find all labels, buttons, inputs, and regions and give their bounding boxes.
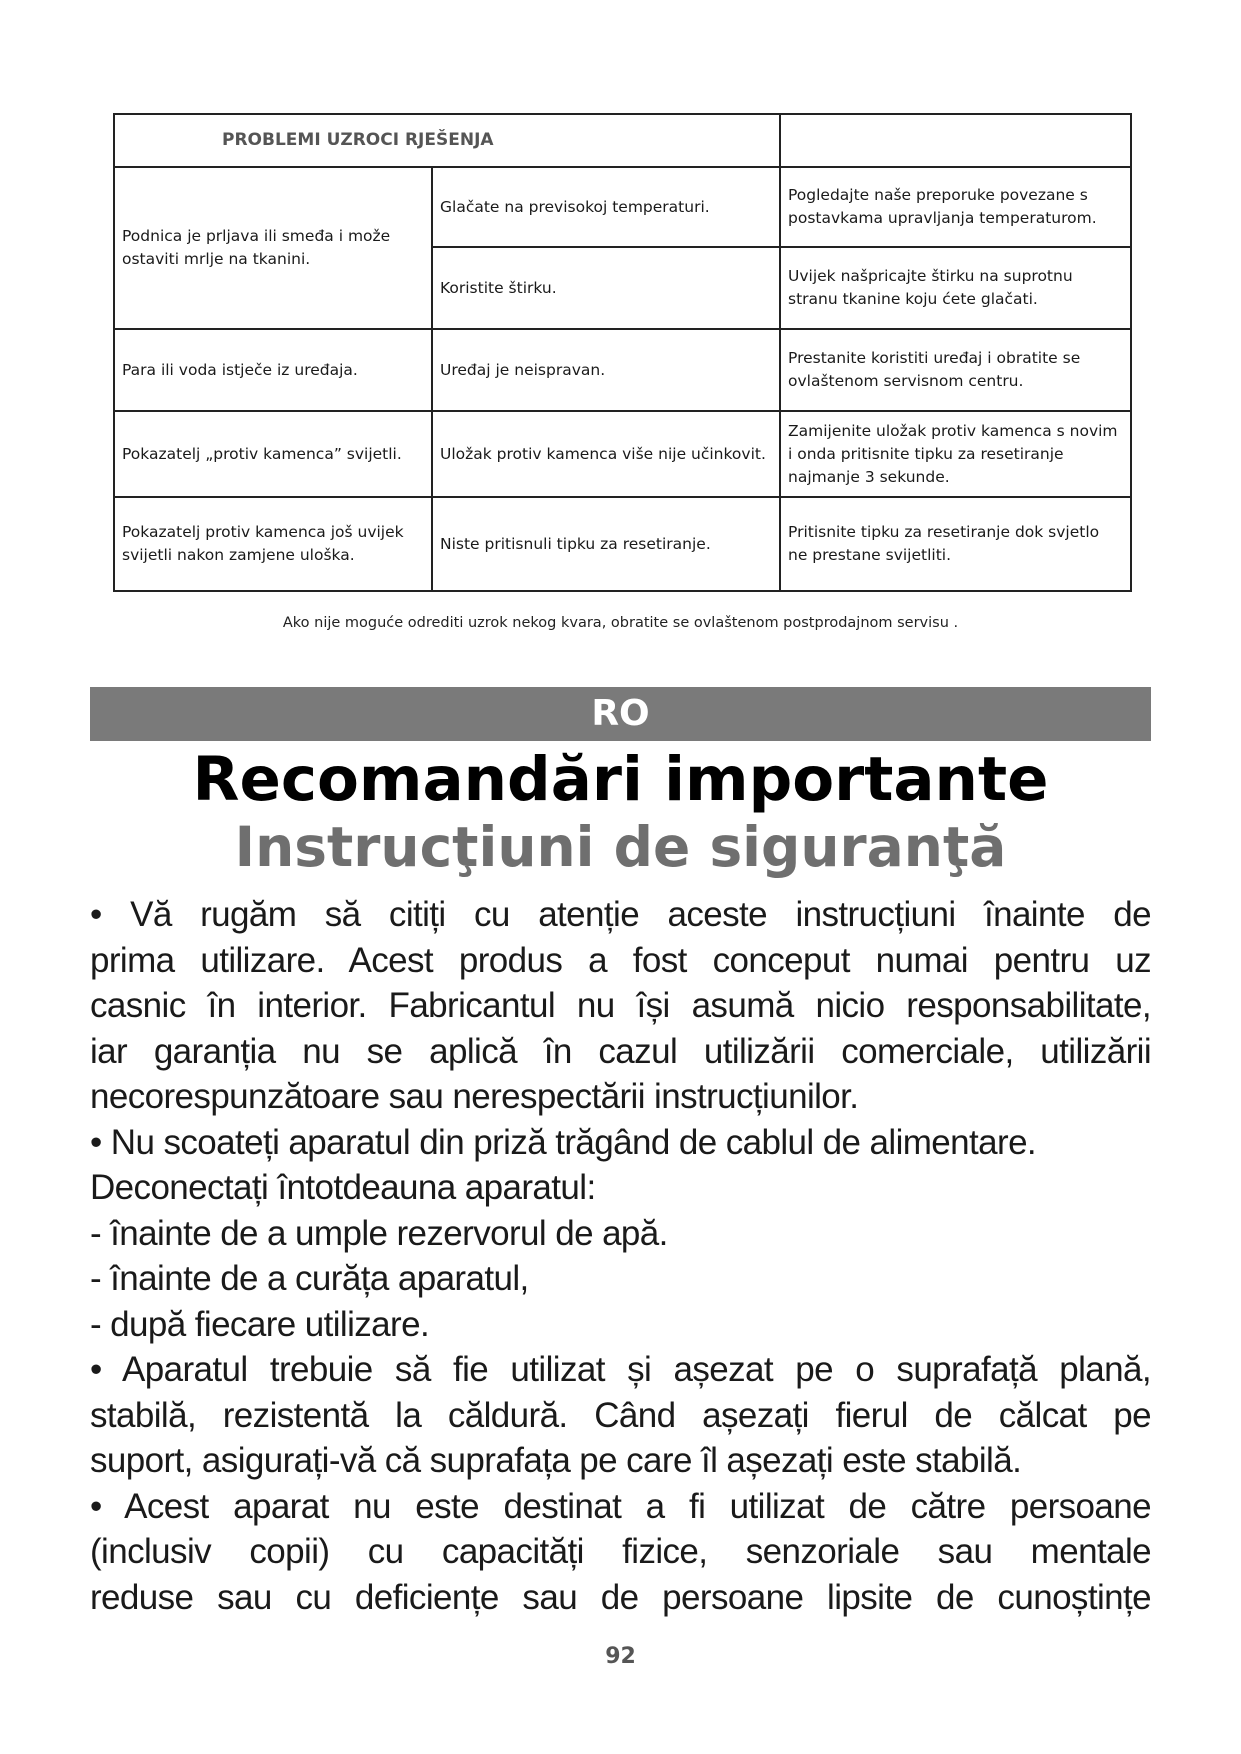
paragraph-line: (inclusiv copii) cu capacități fizice, senzoriale sau mentale xyxy=(90,1532,1151,1571)
page-title: Recomandări importante xyxy=(192,744,1049,815)
problem-cell: Pokazatelj „protiv kamenca” svijetli. xyxy=(114,411,432,497)
language-banner: RO xyxy=(90,687,1151,741)
troubleshooting-table xyxy=(113,113,1132,592)
solution-cell: Pogledajte naše preporuke povezane s postavkama upravljanja temperaturom. xyxy=(780,167,1131,247)
paragraph-line: • Nu scoateți aparatul din priză trăgând de cablul de alimentare. xyxy=(90,1122,1037,1162)
paragraph-line: reduse sau cu deficiențe sau de persoane lipsite de cunoștințe xyxy=(90,1577,1151,1617)
solution-cell: Uvijek našpricajte štirku na suprotnu stranu tkanine koju ćete glačati. xyxy=(780,247,1131,329)
problem-cell: Para ili voda istječe iz uređaja. xyxy=(114,329,432,411)
table-row xyxy=(114,497,1131,591)
table-header: PROBLEMI UZROCI RJEŠENJA xyxy=(222,130,494,150)
cause-cell: Uložak protiv kamenca više nije učinkovit. xyxy=(432,411,780,497)
paragraph-line: prima utilizare. Acest produs a fost conceput numai pentru uz xyxy=(90,940,1151,980)
table-row xyxy=(114,329,1131,411)
solution-cell: Prestanite koristiti uređaj i obratite se ovlaštenom servisnom centru. xyxy=(780,329,1131,411)
solution-cell: Pritisnite tipku za resetiranje dok svjetlo ne prestane svijetliti. xyxy=(780,497,1131,591)
paragraph-line: • Vă rugăm să citiți cu atenție aceste instrucțiuni înainte de xyxy=(90,895,1151,934)
dash-list-item: - după fiecare utilizare. xyxy=(90,1304,430,1344)
solution-cell: Zamijenite uložak protiv kamenca s novim i onda pritisnite tipku za resetiranje najmanje 3 sekunde. xyxy=(780,411,1131,497)
cause-cell: Uređaj je neispravan. xyxy=(432,329,780,411)
paragraph-line: suport, asigurați-vă că suprafața pe care îl așezați este stabilă. xyxy=(90,1441,1022,1480)
paragraph-line: casnic în interior. Fabricantul nu își asumă nicio responsabilitate, xyxy=(90,986,1151,1025)
table-footnote: Ako nije moguće odrediti uzrok nekog kvara, obratite se ovlaštenom postprodajnom servisu . xyxy=(282,615,959,631)
table-row xyxy=(114,411,1131,497)
table-header-cell-empty xyxy=(780,114,1131,167)
instructions-body xyxy=(90,892,1151,1620)
paragraph-line: Deconectați întotdeauna aparatul: xyxy=(90,1168,596,1207)
cause-cell: Niste pritisnuli tipku za resetiranje. xyxy=(432,497,780,591)
cause-cell: Koristite štirku. xyxy=(432,247,780,329)
dash-list-item: - înainte de a curăța aparatul, xyxy=(90,1259,529,1298)
paragraph-line: necorespunzătoare sau nerespectării instrucțiunilor. xyxy=(90,1077,859,1116)
table-row xyxy=(114,167,1131,247)
table-header-cell xyxy=(114,114,780,167)
problem-cell: Pokazatelj protiv kamenca još uvijek svijetli nakon zamjene uloška. xyxy=(114,497,432,591)
table-header-row xyxy=(114,114,1131,167)
dash-list-item: - înainte de a umple rezervorul de apă. xyxy=(90,1213,668,1253)
page-number: 92 xyxy=(605,1644,636,1669)
cause-cell: Glačate na previsokoj temperaturi. xyxy=(432,167,780,247)
paragraph-line: iar garanția nu se aplică în cazul utilizării comerciale, utilizării xyxy=(90,1031,1151,1071)
page-subtitle: Instrucţiuni de siguranţă xyxy=(234,815,1007,879)
paragraph-line: • Aparatul trebuie să fie utilizat și așezat pe o suprafață plană, xyxy=(90,1350,1151,1389)
paragraph-line: stabilă, rezistentă la căldură. Când așezați fierul de călcat pe xyxy=(90,1395,1151,1435)
problem-cell: Podnica je prljava ili smeđa i može ostaviti mrlje na tkanini. xyxy=(114,167,432,329)
paragraph-line: • Acest aparat nu este destinat a fi utilizat de către persoane xyxy=(90,1486,1151,1526)
